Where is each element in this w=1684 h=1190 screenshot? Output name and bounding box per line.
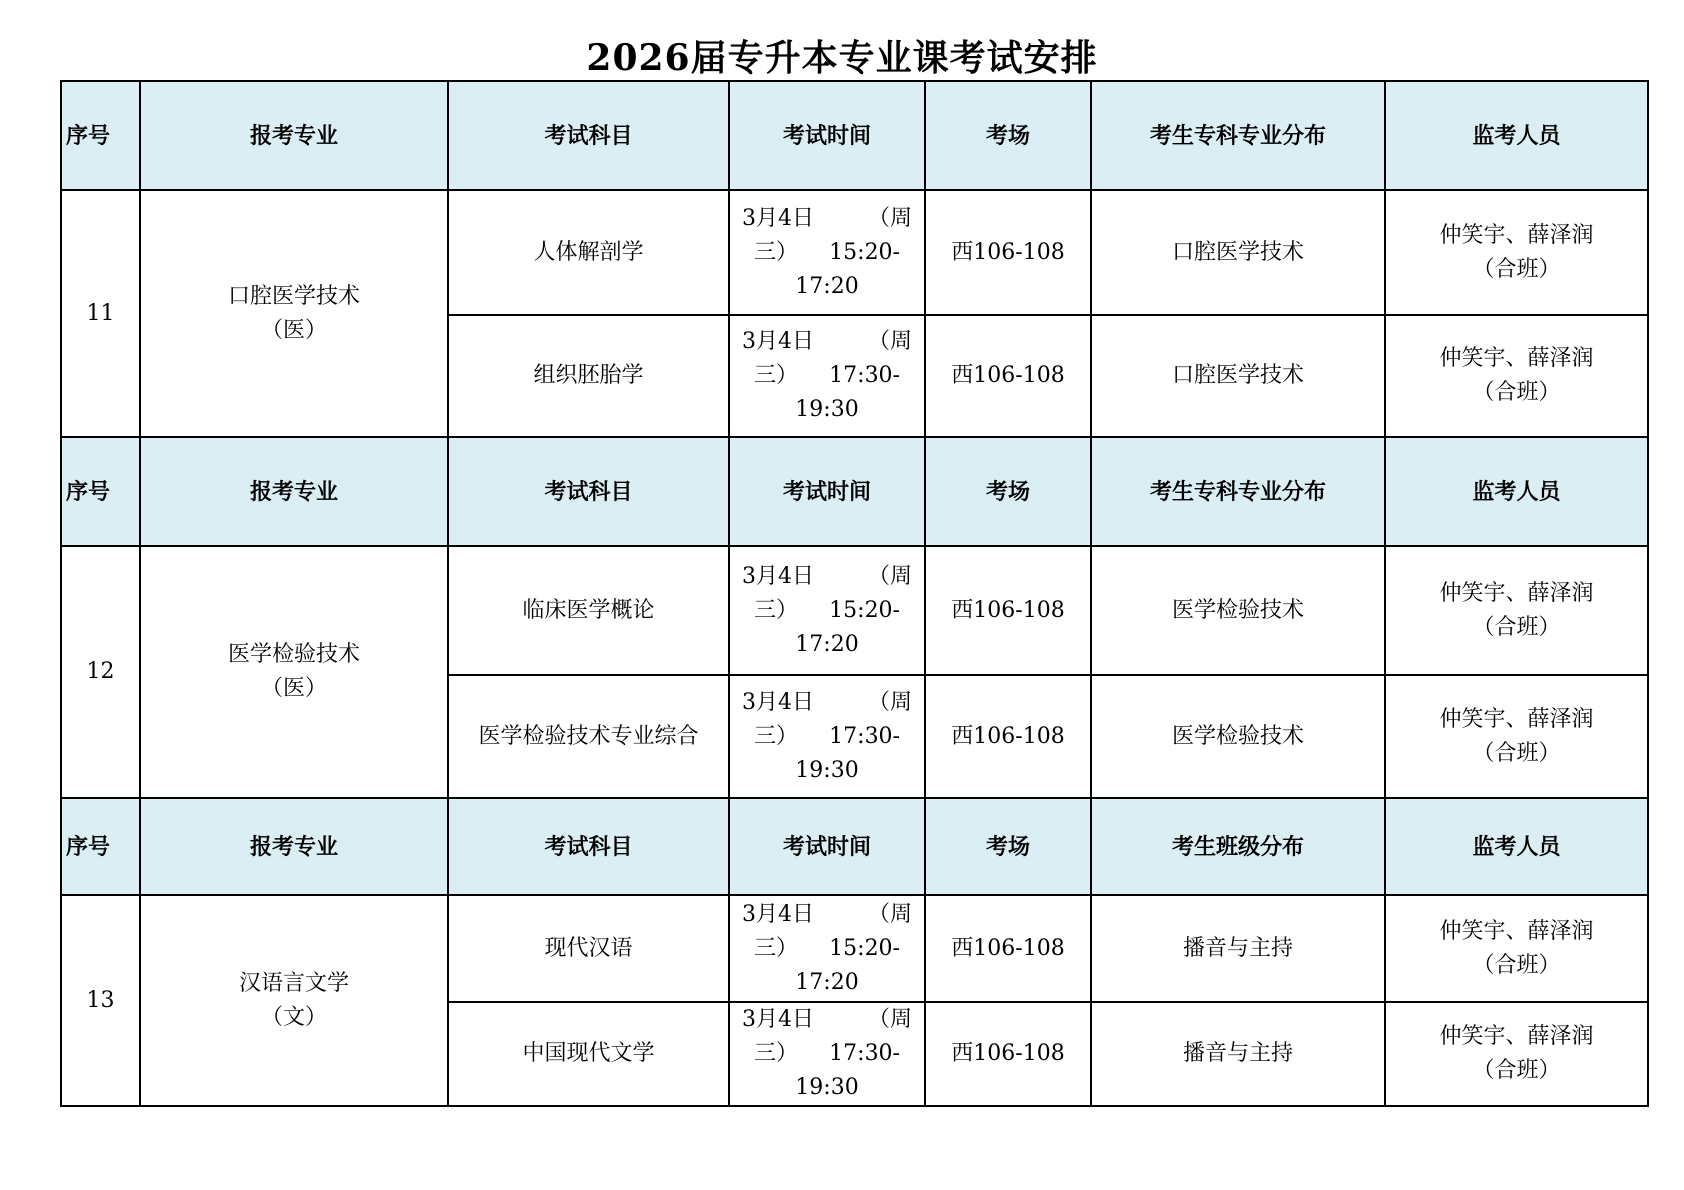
time-date: 3月4日 xyxy=(742,205,814,231)
table-row xyxy=(61,546,1648,675)
proctor-note: （合班） xyxy=(1472,614,1561,640)
time-cell xyxy=(729,1002,925,1106)
proctor-names: 仲笑宇、薛泽润 xyxy=(1439,346,1594,371)
major-type: （文） xyxy=(260,1004,327,1030)
header-room: 考场 xyxy=(925,81,1091,190)
time-start: 17:30- xyxy=(829,723,900,749)
time-start: 17:30- xyxy=(829,1041,900,1066)
seq-cell: 13 xyxy=(61,895,140,1106)
time-cell xyxy=(729,546,925,675)
major-name: 医学检验技术 xyxy=(227,642,360,667)
proctor-names: 仲笑宇、薛泽润 xyxy=(1439,222,1594,248)
header-row xyxy=(61,798,1648,895)
header-room: 考场 xyxy=(925,437,1091,546)
proctor-note: （合班） xyxy=(1472,952,1561,978)
time-start: 15:20- xyxy=(829,597,900,623)
time-weekday-a: （周 xyxy=(867,329,912,354)
header-time: 考试时间 xyxy=(729,437,925,546)
proctor-note: （合班） xyxy=(1472,256,1561,282)
proctor-cell xyxy=(1385,675,1648,798)
proctor-names: 仲笑宇、薛泽润 xyxy=(1439,918,1594,944)
room-cell: 西106-108 xyxy=(925,895,1091,1002)
header-seq: 序号 xyxy=(61,81,140,190)
time-cell xyxy=(729,315,925,437)
time-end: 19:30 xyxy=(795,757,859,783)
header-seq: 序号 xyxy=(61,798,140,895)
header-subject: 考试科目 xyxy=(448,437,729,546)
distribution-cell: 医学检验技术 xyxy=(1091,675,1385,798)
time-weekday-b: 三） xyxy=(754,597,799,623)
header-time: 考试时间 xyxy=(729,81,925,190)
header-subject: 考试科目 xyxy=(448,798,729,895)
time-date: 3月4日 xyxy=(742,563,814,589)
time-weekday-b: 三） xyxy=(754,239,799,265)
room-cell: 西106-108 xyxy=(925,546,1091,675)
time-weekday-a: （周 xyxy=(867,901,912,927)
subject-cell: 医学检验技术专业综合 xyxy=(448,675,729,798)
proctor-cell xyxy=(1385,315,1648,437)
time-date: 3月4日 xyxy=(742,329,814,354)
header-distribution: 考生班级分布 xyxy=(1091,798,1385,895)
seq-cell: 12 xyxy=(61,546,140,798)
proctor-cell xyxy=(1385,895,1648,1002)
header-row xyxy=(61,81,1648,190)
room-cell: 西106-108 xyxy=(925,315,1091,437)
major-type: （医） xyxy=(260,317,327,343)
distribution-cell: 播音与主持 xyxy=(1091,895,1385,1002)
time-weekday-a: （周 xyxy=(867,689,912,715)
subject-cell: 中国现代文学 xyxy=(448,1002,729,1106)
header-proctor: 监考人员 xyxy=(1385,437,1648,546)
page-title: 2026届专升本专业课考试安排 xyxy=(586,37,1098,79)
major-type: （医） xyxy=(260,676,327,701)
distribution-cell: 口腔医学技术 xyxy=(1091,315,1385,437)
time-weekday-b: 三） xyxy=(754,363,799,388)
header-distribution: 考生专科专业分布 xyxy=(1091,437,1385,546)
distribution-cell: 医学检验技术 xyxy=(1091,546,1385,675)
seq-cell: 11 xyxy=(61,190,140,437)
room-cell: 西106-108 xyxy=(925,190,1091,315)
time-end: 17:20 xyxy=(795,631,859,657)
time-cell xyxy=(729,895,925,1002)
time-date: 3月4日 xyxy=(742,689,814,715)
header-time: 考试时间 xyxy=(729,798,925,895)
time-date: 3月4日 xyxy=(742,901,814,927)
time-end: 19:30 xyxy=(795,397,859,422)
header-distribution: 考生专科专业分布 xyxy=(1091,81,1385,190)
header-room: 考场 xyxy=(925,798,1091,895)
exam-schedule-table xyxy=(60,80,1649,1107)
distribution-cell: 口腔医学技术 xyxy=(1091,190,1385,315)
proctor-note: （合班） xyxy=(1472,380,1561,405)
time-end: 17:20 xyxy=(795,273,859,299)
room-cell: 西106-108 xyxy=(925,675,1091,798)
table-row xyxy=(61,190,1648,315)
time-end: 19:30 xyxy=(795,1075,859,1100)
header-proctor: 监考人员 xyxy=(1385,798,1648,895)
time-cell xyxy=(729,675,925,798)
time-weekday-a: （周 xyxy=(867,563,912,589)
header-subject: 考试科目 xyxy=(448,81,729,190)
proctor-cell xyxy=(1385,546,1648,675)
time-weekday-b: 三） xyxy=(754,935,799,961)
subject-cell: 人体解剖学 xyxy=(448,190,729,315)
time-start: 15:20- xyxy=(829,935,900,961)
header-major: 报考专业 xyxy=(140,437,448,546)
major-cell xyxy=(140,190,448,437)
major-cell xyxy=(140,546,448,798)
time-weekday-a: （周 xyxy=(867,1007,912,1032)
time-end: 17:20 xyxy=(795,969,859,995)
subject-cell: 现代汉语 xyxy=(448,895,729,1002)
table-row xyxy=(61,895,1648,1002)
time-start: 17:30- xyxy=(829,363,900,388)
time-cell xyxy=(729,190,925,315)
header-seq: 序号 xyxy=(61,437,140,546)
time-weekday-b: 三） xyxy=(754,1041,799,1066)
major-name: 汉语言文学 xyxy=(238,970,349,996)
time-start: 15:20- xyxy=(829,239,900,265)
proctor-names: 仲笑宇、薛泽润 xyxy=(1439,580,1594,606)
header-major: 报考专业 xyxy=(140,798,448,895)
header-row xyxy=(61,437,1648,546)
subject-cell: 临床医学概论 xyxy=(448,546,729,675)
proctor-note: （合班） xyxy=(1472,1058,1561,1083)
time-date: 3月4日 xyxy=(742,1007,814,1032)
proctor-names: 仲笑宇、薛泽润 xyxy=(1439,1024,1594,1049)
proctor-cell xyxy=(1385,190,1648,315)
distribution-cell: 播音与主持 xyxy=(1091,1002,1385,1106)
proctor-names: 仲笑宇、薛泽润 xyxy=(1439,706,1594,732)
major-cell xyxy=(140,895,448,1106)
time-weekday-a: （周 xyxy=(867,205,912,231)
time-weekday-b: 三） xyxy=(754,723,799,749)
room-cell: 西106-108 xyxy=(925,1002,1091,1106)
header-proctor: 监考人员 xyxy=(1385,81,1648,190)
proctor-cell xyxy=(1385,1002,1648,1106)
header-major: 报考专业 xyxy=(140,81,448,190)
proctor-note: （合班） xyxy=(1472,740,1561,766)
subject-cell: 组织胚胎学 xyxy=(448,315,729,437)
major-name: 口腔医学技术 xyxy=(227,283,360,309)
